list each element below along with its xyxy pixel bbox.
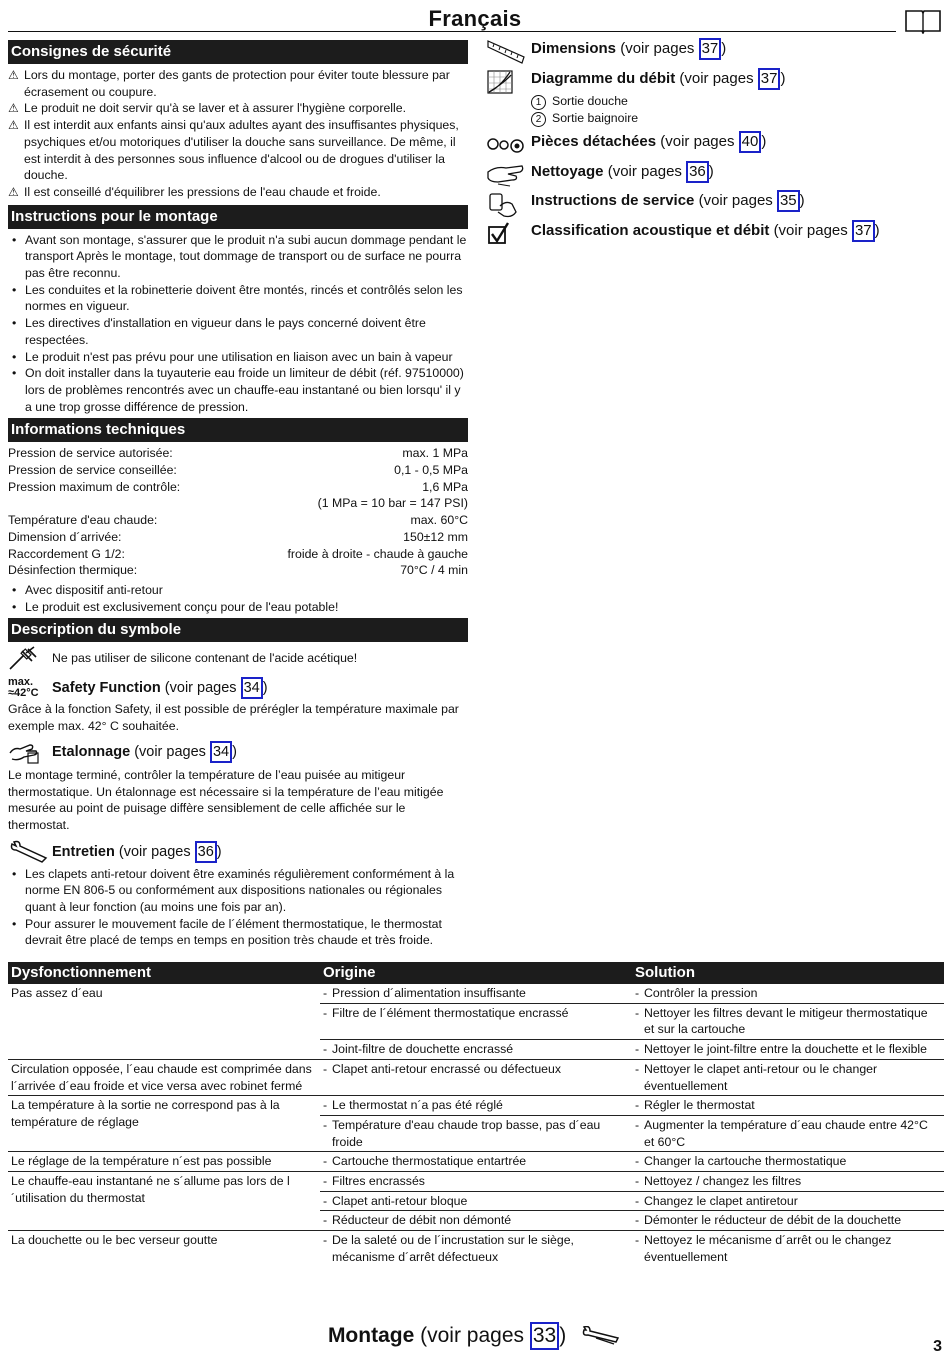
cleaning-hand-icon — [486, 161, 531, 189]
title-rule — [8, 31, 896, 32]
warning-icon: ⚠ — [8, 184, 19, 199]
page-link[interactable]: 37 — [852, 220, 875, 242]
calibration-text: Le montage terminé, contrôler la température de l’eau puisée au mitigeur thermostatique. Un étalonnage est nécessaire si la température de l’eau mitigée mesurée au point de puisage diffère sensiblement de celle affichée sur le thermostat. — [8, 767, 444, 832]
right-column — [486, 38, 942, 249]
ref-dimensions: Dimensions (voir pages 37 ) — [486, 38, 942, 68]
warning-item: ⚠ Lors du montage, porter des gants de protection pour éviter toute blessure par écrasement ou coupure. — [8, 68, 450, 99]
safety-function-heading: Safety Function (voir pages 34 ) — [52, 677, 268, 699]
table-row: La douchette ou le bec verseur goutte - De la saleté ou de l´incrustation sur le siège, mécanisme d´arrêt défectueux - Nettoyez le mécanisme d´arrêt ou le changez éventuellement — [8, 1231, 944, 1267]
calibration-heading: Etalonnage (voir pages 34 ) — [52, 741, 237, 763]
safety-function-row — [8, 677, 468, 699]
operating-hand-icon — [486, 190, 531, 218]
spec-row: (1 MPa = 10 bar = 147 PSI) — [317, 496, 468, 511]
hand-thermostat-icon — [8, 739, 52, 765]
tech-specs — [8, 445, 468, 579]
warning-item: ⚠ Il est interdit aux enfants ainsi qu'aux adultes ayant des insuffisantes physiques, psychiques et/ou motoriques d'utiliser la douche sans surveillance. De même, il est interdit à des personnes sous influence d'alcool ou de drogues d'utiliser la douche. — [8, 118, 459, 183]
footer-montage: Montage (voir pages 33 ) — [0, 1322, 950, 1350]
page-number: 3 — [933, 1338, 942, 1355]
list-item: • Pour assurer le mouvement facile de l´élément thermostatique, le thermostat devrait être placé de temps en temps en position très chaude et très froide. — [8, 916, 468, 949]
page-link[interactable]: 37 — [699, 38, 722, 60]
page-link[interactable]: 36 — [195, 841, 217, 863]
checkbox-icon — [486, 220, 531, 248]
table-row: Le réglage de la température n´est pas possible - Cartouche thermostatique entartrée - Changer la cartouche thermostatique — [8, 1152, 944, 1172]
spec-row: Pression de service autorisée: max. 1 MPa — [8, 446, 468, 461]
warning-item: ⚠ Il est conseillé d'équilibrer les pressions de l'eau chaude et froide. — [8, 184, 381, 199]
ref-acoustic: Classification acoustique et débit (voir pages 37 ) — [486, 220, 942, 250]
ref-flow-diagram: Diagramme du débit (voir pages 37 ) — [486, 68, 942, 98]
silicone-warning: Ne pas utiliser de silicone contenant de l'acide acétique! — [52, 651, 358, 666]
page-link[interactable]: 34 — [210, 741, 232, 763]
list-item: • Les directives d'installation en vigueur dans le pays concerné doivent être respectées. — [8, 315, 468, 348]
table-row: Pas assez d´eau - Pression d´alimentation insuffisante - Contrôler la pression — [11, 986, 758, 1000]
table-row: Le chauffe-eau instantané ne s´allume pas lors de l´utilisation du thermostat - Filtres encrassés - Nettoyez / changez les filtres — [8, 1172, 944, 1192]
page-link[interactable]: 35 — [777, 190, 800, 212]
spec-row: Température d'eau chaude: max. 60°C — [8, 513, 468, 528]
list-item: • Avant son montage, s'assurer que le produit n'a subi aucun dommage pendant le transport Après le montage, tout dommage de transport ou de surface ne pourra pas être reconnu. — [8, 232, 468, 282]
maintenance-row — [8, 840, 468, 864]
wrench-icon — [8, 840, 52, 864]
list-item: 1 Sortie douche — [531, 93, 942, 110]
safety-function-text: Grâce à la fonction Safety, il est possible de prérégler la température maximale par exemple max. 42° C souhaitée. — [8, 702, 459, 734]
list-item: • Avec dispositif anti-retour — [8, 582, 468, 599]
symbols-heading: Description du symbole — [8, 618, 468, 642]
table-row: La température à la sortie ne correspond pas à la température de réglage - Le thermostat n´a pas été réglé - Régler le thermostat — [8, 1096, 944, 1116]
calibration-row — [8, 739, 468, 765]
warning-icon: ⚠ — [8, 68, 19, 82]
spec-row: Raccordement G 1/2: froide à droite - chaude à gauche — [8, 546, 468, 561]
spec-row: Pression maximum de contrôle: 1,6 MPa — [8, 479, 468, 494]
list-item: • Les conduites et la robinetterie doivent être montés, rincés et contrôlés selon les normes en vigueur. — [8, 282, 468, 315]
silicone-row — [8, 645, 468, 671]
safety-list — [8, 67, 468, 201]
page-link[interactable]: 33 — [530, 1322, 559, 1350]
wrench-icon — [580, 1326, 622, 1346]
spec-row: Dimension d´arrivée: 150±12 mm — [8, 529, 468, 544]
spare-parts-icon — [486, 131, 531, 159]
ref-cleaning: Nettoyage (voir pages 36 ) — [486, 161, 942, 191]
maintenance-heading: Entretien (voir pages 36 ) — [52, 841, 222, 863]
page-link[interactable]: 40 — [739, 131, 762, 153]
list-item: • Le produit est exclusivement conçu pour de l'eau potable! — [8, 599, 468, 616]
page-link[interactable]: 36 — [686, 161, 709, 183]
table-row: - Température d'eau chaude trop basse, pas d´eau froide - Augmenter la température d´eau chaude entre 42°C et 60°C — [8, 1115, 944, 1151]
table-row: Circulation opposée, l´eau chaude est comprimée dans l´arrivée d´eau froide et vice versa avec robinet fermé - Clapet anti-retour encrassé ou défectueux - Nettoyer le clapet anti-retour ou le changer éventuellement — [8, 1059, 944, 1095]
list-item: • On doit installer dans la tuyauterie eau froide un limiteur de débit (réf. 97510000) lors de problèmes rencontrés avec un chauffe-eau instantané ou bien lorsqu' il y a une trop grosse différence de pression. — [8, 365, 468, 415]
flow-chart-icon — [486, 68, 531, 96]
ruler-icon — [486, 38, 531, 66]
warning-icon: ⚠ — [8, 118, 19, 133]
tech-heading: Informations techniques — [8, 418, 468, 442]
table-row: - Joint-filtre de douchette encrassé - Nettoyer le joint-filtre entre la douchette et le flexible — [8, 1040, 944, 1060]
column-header: Solution — [632, 962, 944, 984]
table-row: - Réducteur de débit non démonté - Démonter le réducteur de débit de la douchette — [8, 1211, 944, 1231]
list-item: • Les clapets anti-retour doivent être examinés régulièrement conformément à la norme EN 806-5 ou conformément aux dispositions nationales ou régionales quant à leur fonction (au moins une fois par an). — [8, 866, 468, 916]
list-item: • Le produit n'est pas prévu pour une utilisation en liaison avec un bain à vapeur — [8, 349, 468, 366]
list-item: 2 Sortie baignoire — [531, 110, 942, 127]
table-row: - Clapet anti-retour bloque - Changez le clapet antiretour — [8, 1191, 944, 1211]
diagram-outlets — [531, 93, 942, 127]
ref-spare-parts: Pièces détachées (voir pages 40 ) — [486, 131, 942, 161]
left-column — [8, 40, 468, 951]
warning-icon: ⚠ — [8, 101, 19, 116]
column-header: Dysfonctionnement — [8, 962, 320, 984]
spec-row: Désinfection thermique: 70°C / 4 min — [8, 563, 468, 578]
table-row: - Filtre de l´élément thermostatique encrassé - Nettoyer les filtres devant le mitigeur thermostatique et sur la cartouche — [8, 1003, 944, 1039]
mounting-list — [8, 232, 468, 416]
ref-service: Instructions de service (voir pages 35 ) — [486, 190, 942, 220]
tech-bullets — [8, 582, 468, 615]
maintenance-list — [8, 866, 468, 950]
silicone-gun-icon — [8, 645, 52, 671]
book-icon — [904, 8, 942, 34]
troubleshooting-table — [8, 962, 944, 1267]
column-header: Origine — [320, 962, 632, 984]
safety-heading: Consignes de sécurité — [8, 40, 468, 64]
table-header-row — [8, 962, 944, 984]
page-link[interactable]: 34 — [241, 677, 263, 699]
spec-row: Pression de service conseillée: 0,1 - 0,5 MPa — [8, 463, 468, 478]
warning-item: ⚠ Le produit ne doit servir qu'à se laver et à assurer l'hygiène corporelle. — [8, 101, 407, 116]
page-title: Français — [428, 6, 522, 31]
page-link[interactable]: 37 — [758, 68, 781, 90]
max-temperature-icon: max. ≈42°C — [8, 676, 39, 700]
mounting-heading: Instructions pour le montage — [8, 205, 468, 229]
